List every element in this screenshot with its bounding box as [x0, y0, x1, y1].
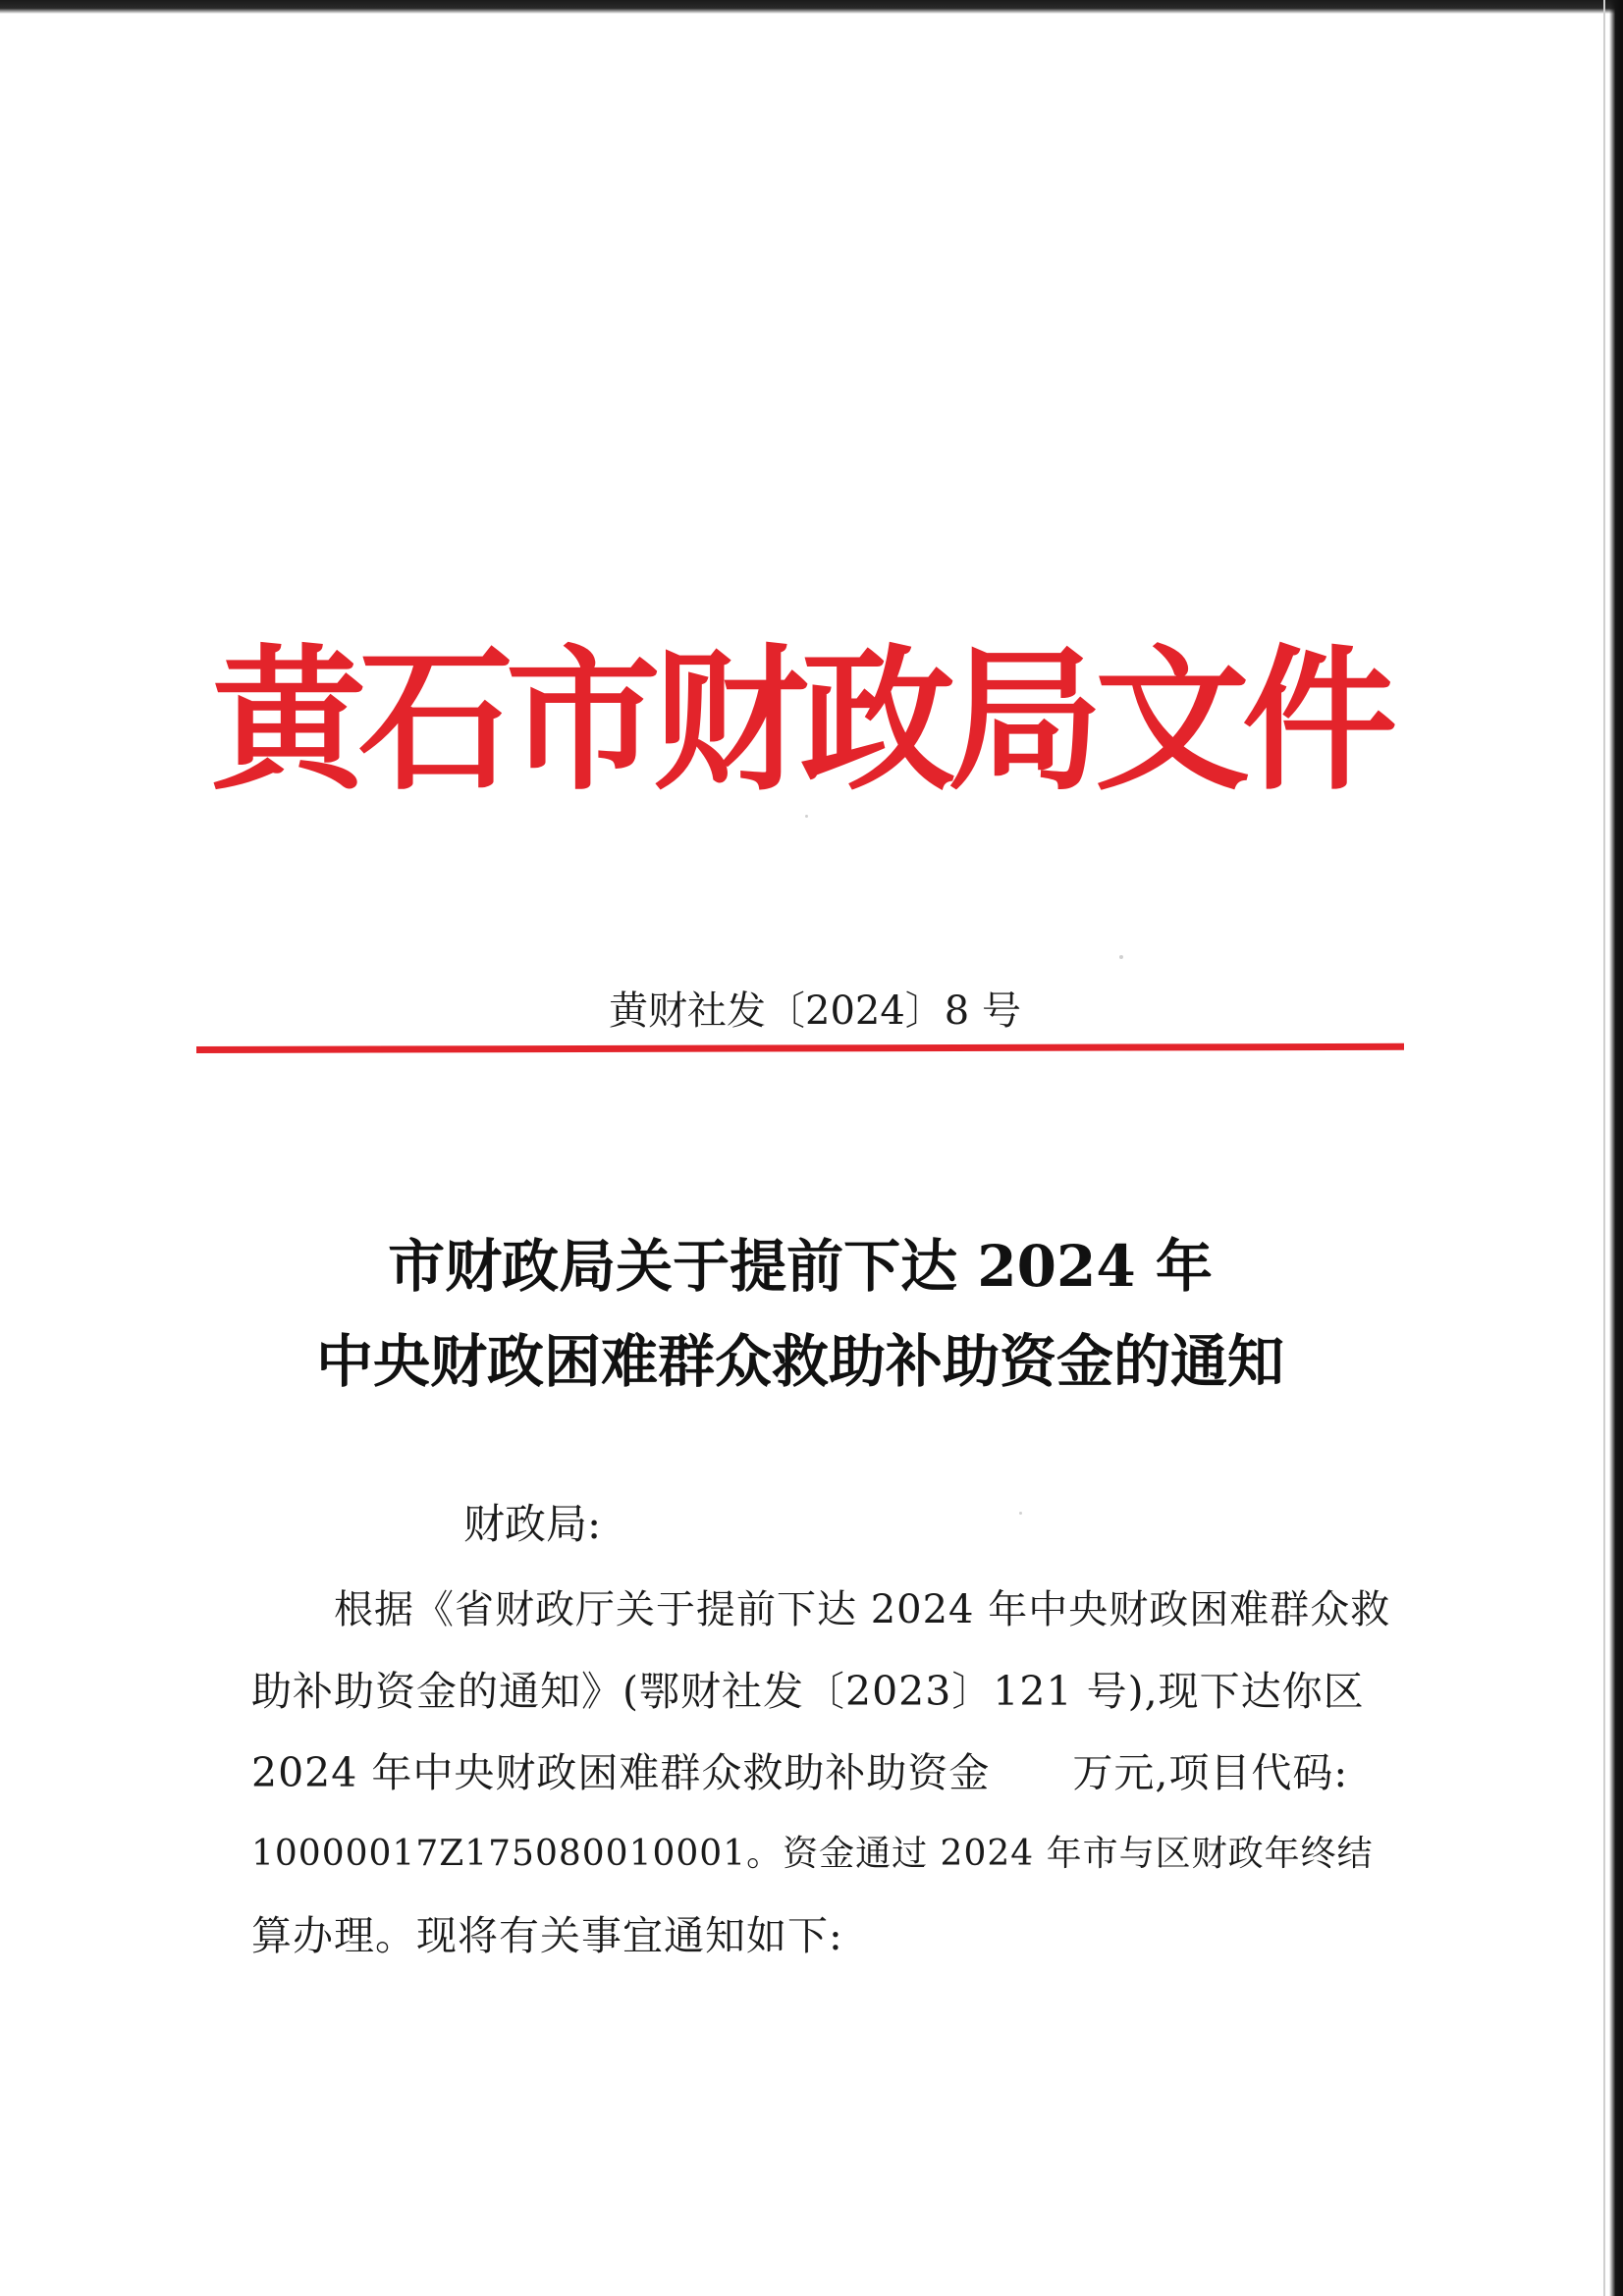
body-text-line-5: 算办理。现将有关事宜通知如下:	[251, 1912, 843, 1959]
salutation: 财政局:	[463, 1500, 602, 1548]
red-divider-rule	[196, 1043, 1404, 1053]
scan-edge-top	[0, 0, 1623, 14]
scan-edge-right	[1609, 0, 1623, 2296]
scan-edge-line	[1603, 0, 1605, 2296]
notice-title-line-1: 市财政局关于提前下达 2024 年	[388, 1233, 1213, 1300]
body-text-line-1: 根据《省财政厅关于提前下达 2024 年中央财政困难群众救	[334, 1587, 1391, 1632]
body-text-line-2: 助补助资金的通知》(鄂财社发〔2023〕121 号),现下达你区	[251, 1668, 1365, 1715]
body-text-line-4: 10000017Z175080010001。资金通过 2024 年市与区财政年终结	[251, 1834, 1374, 1874]
scan-speck	[1019, 1512, 1022, 1515]
masthead-title: 黄石市财政局文件	[211, 630, 1389, 812]
notice-title-line-2: 中央财政困难群众救助补助资金的通知	[315, 1328, 1284, 1395]
body-text-line-3: 2024 年中央财政困难群众救助补助资金 万元,项目代码:	[251, 1749, 1349, 1796]
document-number: 黄财社发〔2024〕8 号	[609, 988, 1021, 1034]
scan-speck	[1119, 955, 1123, 959]
